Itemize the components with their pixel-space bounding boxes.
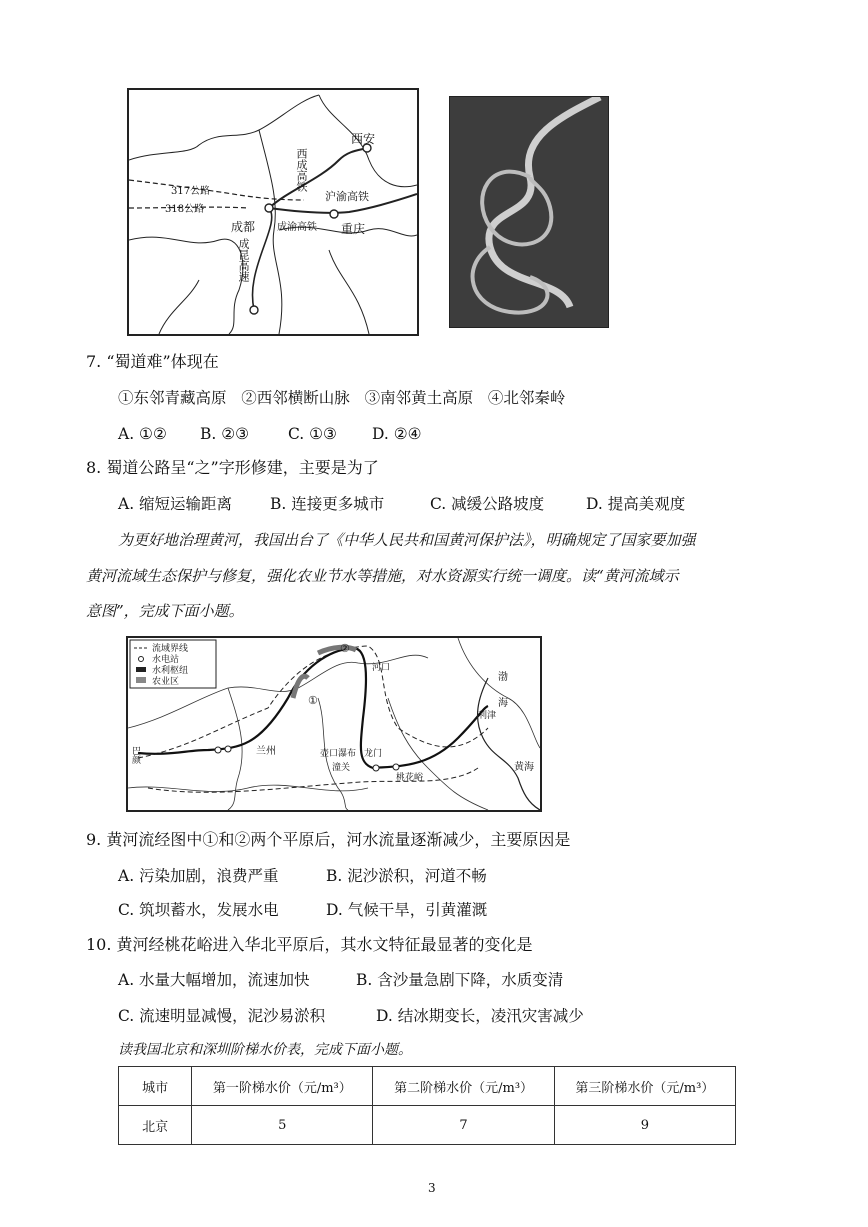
table-header-cell: 城市 [119,1067,192,1106]
map1-chengdu-label: 成都 [231,220,256,234]
kunming-end-dot [250,306,258,314]
table-intro: 读我国北京和深圳阶梯水价表，完成下面小题。 [118,1042,412,1058]
q9-option-d[interactable]: D. 气候干旱，引黄灌溉 [326,901,488,919]
lanzhou-label: 兰州 [256,746,276,757]
q9-option-b[interactable]: B. 泥沙淤积，河道不畅 [326,867,487,885]
q7-option-d[interactable]: D. ②④ [372,425,422,443]
lijin-label: 利津 [478,711,497,721]
q7-option-a[interactable]: A. ①② [118,425,167,443]
map1-xian-label: 西安 [351,132,376,146]
yellow-river-map-svg [128,638,540,810]
q9-option-a[interactable]: A. 污染加剧，浪费严重 [118,867,279,885]
q8-option-d[interactable]: D. 提高美观度 [586,495,686,513]
table-row [119,1106,736,1145]
q8-option-c[interactable]: C. 减缓公路坡度 [430,495,545,513]
legend-hydro-station: 水电站 [152,655,180,665]
map1-chengkun-label: 成昆高速 [237,238,250,282]
table-header-cell: 第二阶梯水价（元/m³） [373,1067,554,1106]
table-header-cell: 第一阶梯水价（元/m³） [192,1067,373,1106]
bayan-label: 巴颜 [130,746,140,764]
hukou-label: 壶口瀑布 [320,749,357,759]
map1-huyu-rail-label: 沪渝高铁 [325,190,369,203]
table-cell: 北京 [119,1106,192,1145]
q7-option-b[interactable]: B. ②③ [200,425,250,443]
q8-option-a[interactable]: A. 缩短运输距离 [118,495,233,513]
map1-xicheng-rail-label: 西成高铁 [295,148,308,192]
huanghai-label: 黄海 [514,762,534,773]
zigzag-road-graphic [450,97,608,327]
map1-chengyu-rail-label: 成渝高铁 [277,222,317,233]
q9-option-c[interactable]: C. 筑坝蓄水，发展水电 [118,901,279,919]
longmen-label: 龙门 [364,749,383,759]
shu-road-map [127,88,419,336]
yellow-river-map [126,636,542,812]
bohai-label-1: 渤 [498,672,508,683]
water-price-table [118,1066,736,1145]
hekou-label: 河口 [372,663,391,673]
legend-water-project: 水利枢纽 [152,666,189,676]
q10-option-c[interactable]: C. 流速明显减慢，泥沙易淤积 [118,1007,326,1025]
zigzag-road-photo [449,96,609,328]
q10-option-b[interactable]: B. 含沙量急剧下降，水质变清 [356,971,564,989]
map1-chongqing-label: 重庆 [341,222,366,236]
table-cell: 7 [373,1106,554,1145]
chongqing-dot [330,210,338,218]
intro-line-1: 为更好地治理黄河，我国出台了《中华人民共和国黄河保护法》，明确规定了国家要加强 [118,531,696,549]
q8-option-b[interactable]: B. 连接更多城市 [270,495,385,513]
q7-option-c[interactable]: C. ①③ [288,425,337,443]
chengdu-dot [265,204,273,212]
q10-option-a[interactable]: A. 水量大幅增加，流速加快 [118,971,310,989]
intro-line-2: 黄河流域生态保护与修复，强化农业节水等措施，对水资源实行统一调度。读“黄河流域示 [86,567,679,585]
bohai-label-2: 海 [498,698,508,709]
table-header-cell: 第三阶梯水价（元/m³） [554,1067,735,1106]
q10-stem: 10. 黄河经桃花峪进入华北平原后，其水文特征最显著的变化是 [86,935,533,954]
map1-road317-label: 317公路 [171,186,211,197]
legend-farm-area: 农业区 [152,677,180,687]
q9-stem: 9. 黄河流经图中①和②两个平原后，河水流量逐渐减少，主要原因是 [86,830,571,849]
q8-stem: 8. 蜀道公路呈“之”字形修建，主要是为了 [86,458,379,477]
intro-line-3: 意图”，完成下面小题。 [86,602,244,620]
map1-road318-label: 318公路 [165,204,205,215]
legend-basin-boundary: 流域界线 [152,644,189,654]
table-cell: 5 [192,1106,373,1145]
taohuayu-label: 桃花峪 [396,773,424,783]
plain-2-label: ② [340,642,350,655]
table-header-row [119,1067,736,1106]
q7-items: ①东邻青藏高原 ②西邻横断山脉 ③南邻黄土高原 ④北邻秦岭 [118,389,566,407]
tongguan-label: 潼关 [332,763,351,773]
plain-1-label: ① [308,694,318,707]
q7-stem: 7. “蜀道难”体现在 [86,352,219,371]
q10-option-d[interactable]: D. 结冰期变长，凌汛灾害减少 [376,1007,584,1025]
page-number: 3 [428,1181,436,1195]
table-cell: 9 [554,1106,735,1145]
